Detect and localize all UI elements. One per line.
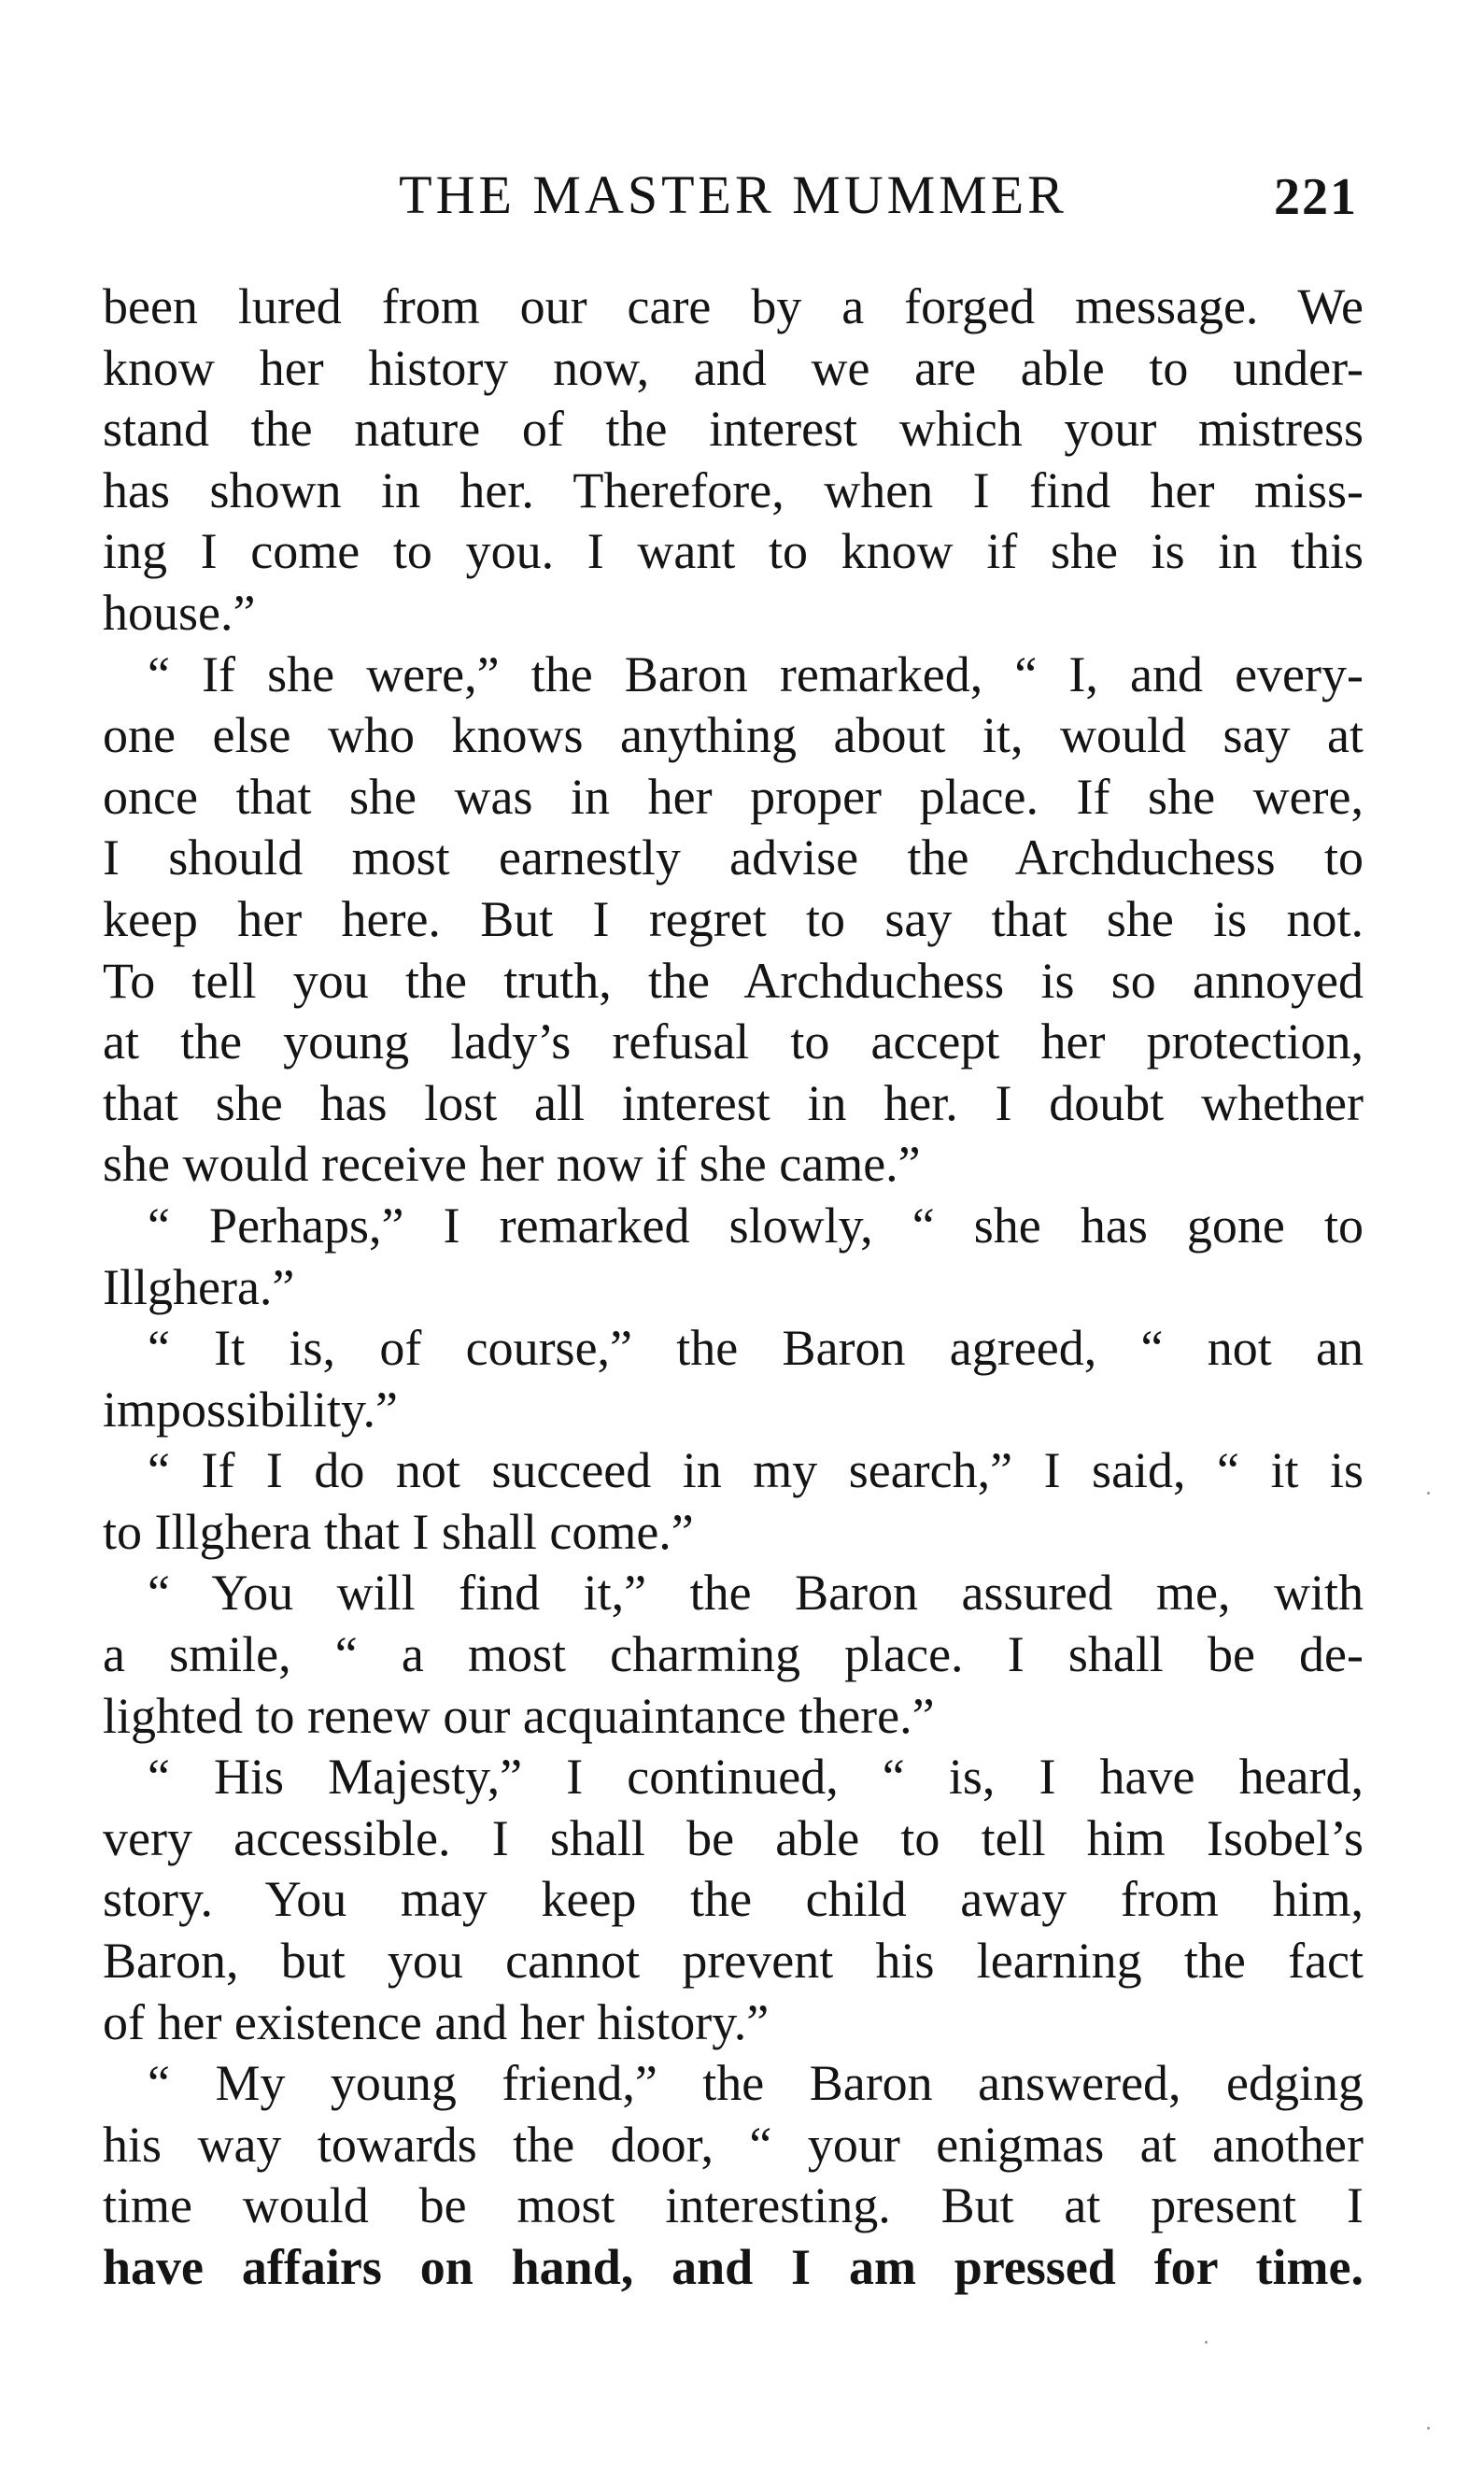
text-line: impossibility.” (103, 1381, 399, 1438)
running-title: THE MASTER MUMMER (399, 164, 1067, 225)
text-line: “ You will find it,” the Baron assured me, with (148, 1565, 1364, 1622)
text-line: ing I come to you. I want to know if she is in this (103, 523, 1364, 580)
text-line: has shown in her. Therefore, when I find her miss- (103, 461, 1364, 518)
page-number: 221 (1274, 168, 1358, 226)
text-line: once that she was in her proper place. If she were, (103, 768, 1364, 825)
text-line: lighted to renew our acquaintance there.” (103, 1687, 935, 1744)
text-line: “ Perhaps,” I remarked slowly, “ she has gone to (148, 1197, 1364, 1254)
text-line: know her history now, and we are able to under- (103, 339, 1364, 396)
text-line: to Illghera that I shall come.” (103, 1503, 694, 1560)
text-line: time would be most interesting. But at present I (103, 2177, 1364, 2234)
text-line: To tell you the truth, the Archduchess is so annoyed (103, 952, 1364, 1009)
text-line: I should most earnestly advise the Archduchess to (103, 829, 1364, 886)
text-line: have affairs on hand, and I am pressed for time. (103, 2239, 1364, 2295)
text-line: “ If I do not succeed in my search,” I said, “ it is (148, 1442, 1364, 1499)
text-line: at the young lady’s refusal to accept her protection, (103, 1013, 1364, 1070)
text-line: of her existence and her history.” (103, 1993, 770, 2050)
text-line: a smile, “ a most charming place. I shall be de- (103, 1626, 1364, 1683)
text-line: stand the nature of the interest which your mistress (103, 401, 1364, 458)
text-line: house.” (103, 584, 256, 641)
text-line: his way towards the door, “ your enigmas at another (103, 2116, 1364, 2173)
scan-speck (1205, 2341, 1208, 2344)
scan-speck (1427, 2427, 1430, 2430)
text-line: “ My young friend,” the Baron answered, edging (148, 2055, 1364, 2112)
text-line: story. You may keep the child away from him, (103, 1871, 1364, 1928)
text-line: “ His Majesty,” I continued, “ is, I have heard, (148, 1749, 1364, 1806)
text-line: “ It is, of course,” the Baron agreed, “ not an (148, 1320, 1364, 1377)
text-line: Baron, but you cannot prevent his learning the fact (103, 1933, 1364, 1990)
text-line: Illghera.” (103, 1258, 295, 1315)
running-head (103, 154, 1364, 229)
scan-speck (1427, 1492, 1430, 1495)
text-line: very accessible. I shall be able to tell him Isobel’s (103, 1809, 1364, 1866)
text-line: “ If she were,” the Baron remarked, “ I, and every- (148, 645, 1364, 702)
text-line: been lured from our care by a forged message. We (103, 278, 1364, 334)
text-line: that she has lost all interest in her. I doubt whether (103, 1074, 1364, 1131)
text-line: she would receive her now if she came.” (103, 1136, 921, 1193)
text-line: one else who knows anything about it, would say at (103, 707, 1364, 764)
body-text (103, 276, 1364, 2299)
text-line: keep her here. But I regret to say that she is not. (103, 890, 1364, 947)
